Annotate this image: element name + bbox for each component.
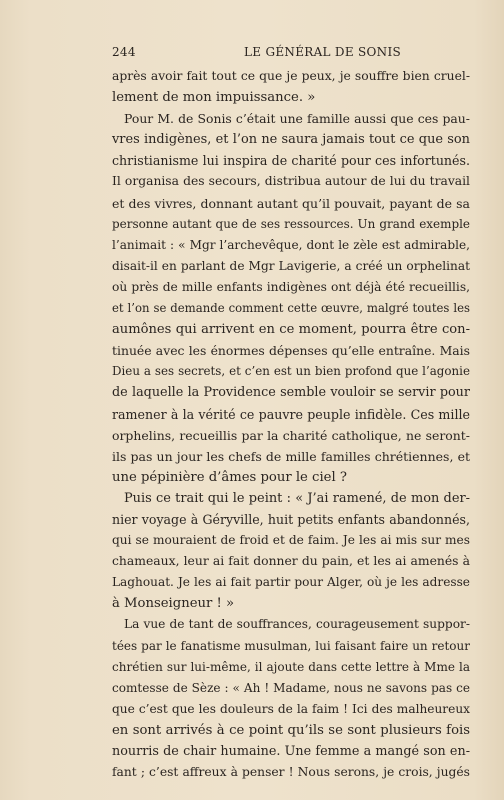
text-line: La vue de tant de souffrances, courageusement suppor- [124, 617, 470, 632]
text-line: Laghouat. Je les ai fait partir pour Alger, où je les adresse [112, 575, 470, 590]
text-line: que c’est que les douleurs de la faim ! Ici des malheureux [112, 701, 470, 716]
page-number: 244 [112, 45, 136, 59]
text-line: Puis ce trait qui le peint : « J’ai ramené, de mon der- [124, 490, 470, 506]
text-line: Pour M. de Sonis c’était une famille aussi que ces pau- [124, 111, 470, 127]
text-line: et l’on se demande comment cette œuvre, malgré toutes les [112, 301, 470, 316]
paragraph [112, 614, 470, 783]
text-line: disait-il en parlant de Mgr Lavigerie, a créé un orphelinat [112, 258, 470, 273]
text-line: ramener à la vérité ce pauvre peuple infidèle. Ces mille [112, 406, 470, 422]
text-line: fant ; c’est affreux à penser ! Nous serons, je crois, jugés [112, 765, 470, 780]
text-line: christianisme lui inspira de charité pour ces infortunés. [112, 153, 470, 169]
text-line: une pépinière d’âmes pour le ciel ? [112, 469, 347, 485]
paragraph [112, 108, 470, 488]
text-line: personne autant que de ses ressources. Un grand exemple [112, 216, 470, 231]
text-line: chameaux, leur ai fait donner du pain, et les ai amenés à [112, 554, 470, 569]
text-line: comtesse de Sèze : « Ah ! Madame, nous ne savons pas ce [112, 680, 470, 695]
running-title: LE GÉNÉRAL DE SONIS [244, 45, 402, 59]
text-line: où près de mille enfants indigènes ont déjà été recueillis, [112, 279, 470, 294]
text-line: l’animait : « Mgr l’archevêque, dont le zèle est admirable, [112, 237, 470, 252]
text-line: et des vivres, donnant autant qu’il pouvait, payant de sa [112, 195, 470, 211]
text-line: qui se mouraient de froid et de faim. Je les ai mis sur mes [112, 533, 470, 548]
page-header [112, 45, 470, 65]
body-text [112, 66, 470, 783]
text-line: à Monseigneur ! » [112, 596, 235, 612]
paragraph [112, 488, 470, 615]
text-line: de laquelle la Providence semble vouloir se servir pour [112, 385, 470, 401]
text-line: orphelins, recueillis par la charité catholique, ne seront- [112, 427, 470, 443]
text-line: aumônes qui arrivent en ce moment, pourra être con- [112, 322, 470, 338]
text-line: vres indigènes, et l’on ne saura jamais tout ce que son [112, 132, 470, 148]
text-line: tinuée avec les énormes dépenses qu’elle entraîne. Mais [112, 343, 470, 359]
text-line: Il organisa des secours, distribua autour de lui du travail [112, 174, 470, 189]
text-line: après avoir fait tout ce que je peux, je souffre bien cruel- [112, 69, 470, 83]
text-line: ils pas un jour les chefs de mille familles chrétiennes, et [112, 448, 470, 464]
text-line: en sont arrivés à ce point qu’ils se sont plusieurs fois [112, 722, 470, 738]
text-line: Dieu a ses secrets, et c’en est un bien profond que l’agonie [112, 364, 470, 379]
text-line: tées par le fanatisme musulman, lui faisant faire un retour [112, 638, 470, 653]
text-line: chrétien sur lui-même, il ajoute dans cette lettre à Mme la [112, 659, 470, 674]
text-line: lement de mon impuissance. » [112, 90, 316, 106]
paragraph [112, 66, 470, 108]
text-line: nourris de chair humaine. Une femme a mangé son en- [112, 744, 470, 759]
text-line: nier voyage à Géryville, huit petits enfants abandonnés, [112, 511, 470, 527]
